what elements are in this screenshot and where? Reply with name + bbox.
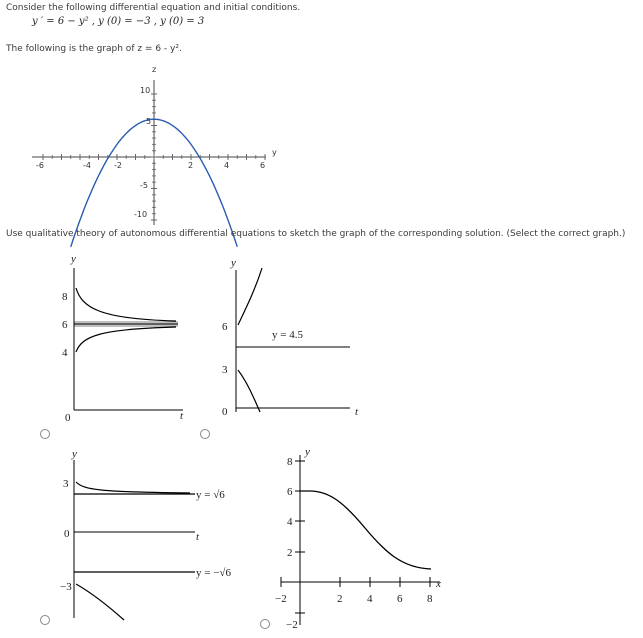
svg-text:6: 6 — [222, 321, 228, 333]
svg-text:6: 6 — [397, 593, 403, 605]
svg-text:0: 0 — [64, 528, 70, 540]
svg-text:0: 0 — [222, 406, 228, 418]
svg-text:−2: −2 — [275, 593, 287, 605]
svg-text:t: t — [180, 410, 184, 422]
svg-text:y = √6: y = √6 — [196, 489, 225, 501]
svg-text:y = 4.5: y = 4.5 — [272, 329, 303, 341]
svg-text:8: 8 — [287, 456, 293, 468]
radio-option-d[interactable] — [260, 619, 270, 629]
differential-equation: y ′ = 6 − y² , y (0) = −3 , y (0) = 3 — [32, 16, 205, 27]
z-axis-label: z — [152, 65, 157, 74]
svg-text:t: t — [196, 531, 200, 543]
svg-text:−3: −3 — [60, 581, 72, 593]
svg-text:t: t — [355, 406, 359, 418]
svg-text:−2: −2 — [286, 619, 298, 631]
svg-text:3: 3 — [222, 364, 228, 376]
x-tick-label: 6 — [260, 161, 266, 170]
x-tick-label: 4 — [224, 161, 230, 170]
z-tick-label: -10 — [134, 210, 148, 219]
option-d-graph — [275, 446, 441, 631]
radio-option-b[interactable] — [200, 429, 210, 439]
x-tick-label: -6 — [36, 161, 44, 170]
svg-text:y: y — [71, 253, 76, 265]
option-a-graph — [62, 253, 184, 424]
svg-text:4: 4 — [287, 516, 293, 528]
instruction-text: Use qualitative theory of autonomous differential equations to sketch the graph of the corresponding solution. (Select the correct graph.) — [6, 229, 626, 239]
svg-text:3: 3 — [63, 478, 69, 490]
y-axis-label: y — [272, 148, 277, 157]
svg-text:y: y — [72, 448, 77, 460]
option-c-graph — [60, 448, 231, 620]
problem-intro: Consider the following differential equation and initial conditions. — [6, 3, 301, 13]
svg-text:8: 8 — [427, 593, 433, 605]
x-tick-label: -2 — [114, 161, 122, 170]
svg-text:4: 4 — [62, 347, 68, 359]
graph-intro: The following is the graph of z = 6 - y². — [6, 44, 182, 54]
svg-text:6: 6 — [287, 486, 293, 498]
svg-text:8: 8 — [62, 291, 68, 303]
x-tick-label: 2 — [188, 161, 194, 170]
svg-text:y: y — [305, 446, 310, 458]
svg-text:2: 2 — [287, 547, 293, 559]
parabola-curve — [71, 119, 238, 247]
svg-text:y: y — [231, 257, 236, 269]
option-b-graph — [222, 257, 359, 418]
svg-text:0: 0 — [65, 412, 71, 424]
svg-text:2: 2 — [337, 593, 343, 605]
z-tick-label: 10 — [140, 86, 151, 95]
svg-text:y = −√6: y = −√6 — [196, 567, 231, 579]
svg-text:x: x — [436, 578, 441, 590]
svg-text:6: 6 — [62, 319, 68, 331]
x-tick-label: -4 — [83, 161, 91, 170]
z-tick-label: 5 — [146, 117, 152, 126]
radio-option-a[interactable] — [40, 429, 50, 439]
svg-text:4: 4 — [367, 593, 373, 605]
z-tick-label: -5 — [140, 181, 148, 190]
radio-option-c[interactable] — [40, 615, 50, 625]
